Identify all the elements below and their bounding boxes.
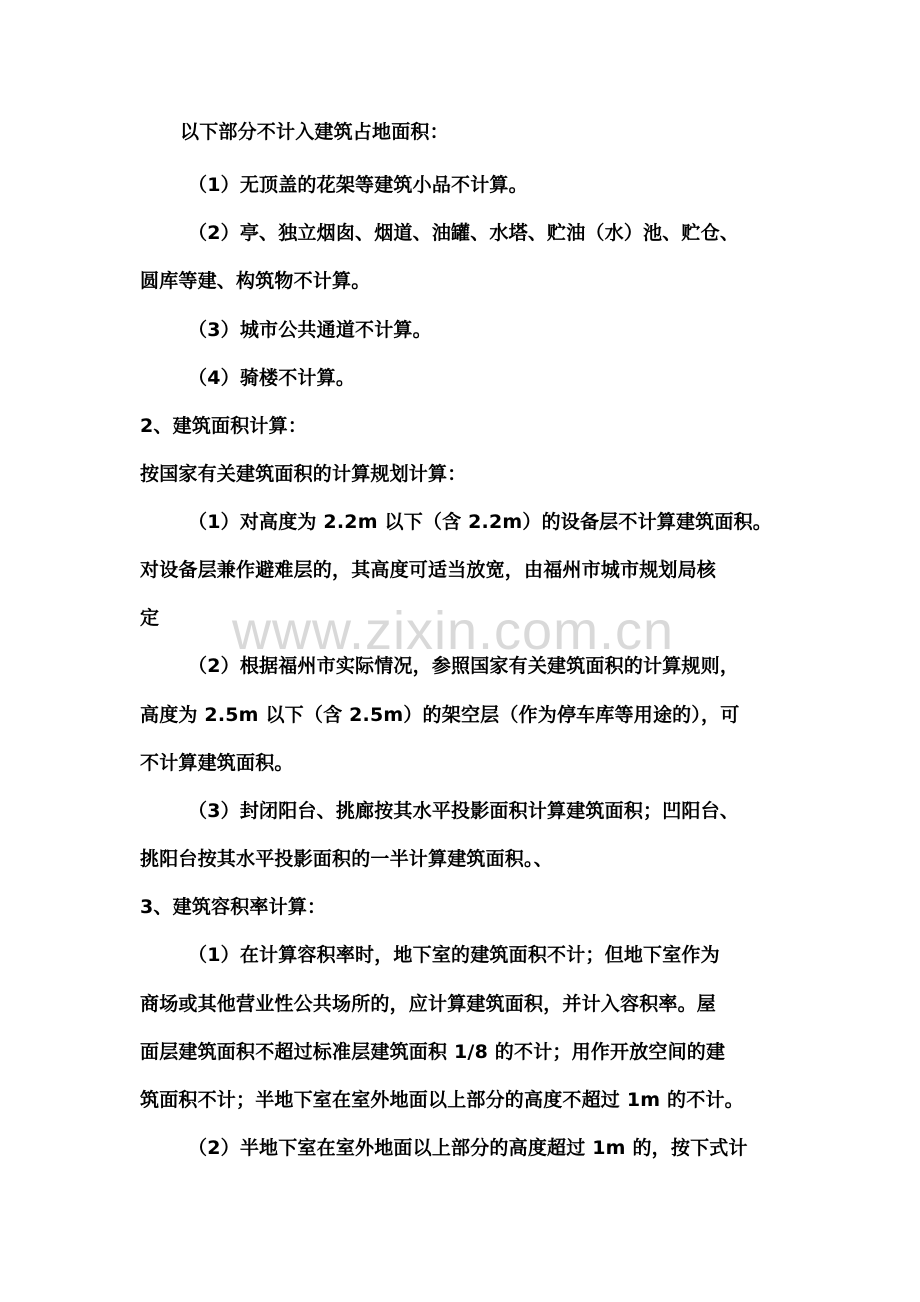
text-line: 不计算建筑面积。 <box>140 752 294 774</box>
text-line: 圆库等建、构筑物不计算。 <box>140 270 371 292</box>
text-line: 按国家有关建筑面积的计算规划计算： <box>140 463 467 485</box>
text-line: （3）城市公共通道不计算。 <box>188 319 432 341</box>
text-line: 挑阳台按其水平投影面积的一半计算建筑面积。、 <box>140 848 553 870</box>
text-line: （2）根据福州市实际情况，参照国家有关建筑面积的计算规则， <box>188 655 740 677</box>
section-heading: 2、建筑面积计算： <box>140 415 308 437</box>
text-line: （1）在计算容积率时，地下室的建筑面积不计；但地下室作为 <box>188 944 720 966</box>
text-line: （1）对高度为 2.2m 以下（含 2.2m）的设备层不计算建筑面积。 <box>188 511 772 533</box>
text-line: （3）封闭阳台、挑廊按其水平投影面积计算建筑面积；凹阳台、 <box>188 800 740 822</box>
text-line: 以下部分不计入建筑占地面积： <box>180 121 449 143</box>
text-line: （2）半地下室在室外地面以上部分的高度超过 1m 的，按下式计 <box>188 1137 748 1159</box>
text-line: 高度为 2.5m 以下（含 2.5m）的架空层（作为停车库等用途的），可 <box>140 704 740 726</box>
text-line: （1）无顶盖的花架等建筑小品不计算。 <box>188 174 528 196</box>
text-line: 对设备层兼作避难层的，其高度可适当放宽，由福州市城市规划局核 <box>140 559 717 581</box>
watermark: www.zixin.com.cn <box>232 601 675 661</box>
text-line: 筑面积不计；半地下室在室外地面以上部分的高度不超过 1m 的不计。 <box>140 1089 744 1111</box>
text-line: 面层建筑面积不超过标准层建筑面积 1/8 的不计；用作开放空间的建 <box>140 1041 726 1063</box>
text-line: （2）亭、独立烟囱、烟道、油罐、水塔、贮油（水）池、贮仓、 <box>188 222 740 244</box>
text-line: 商场或其他营业性公共场所的，应计算建筑面积，并计入容积率。屋 <box>140 993 717 1015</box>
text-line: 定 <box>140 607 160 629</box>
text-line: （4）骑楼不计算。 <box>188 367 356 389</box>
section-heading: 3、建筑容积率计算： <box>140 896 327 918</box>
